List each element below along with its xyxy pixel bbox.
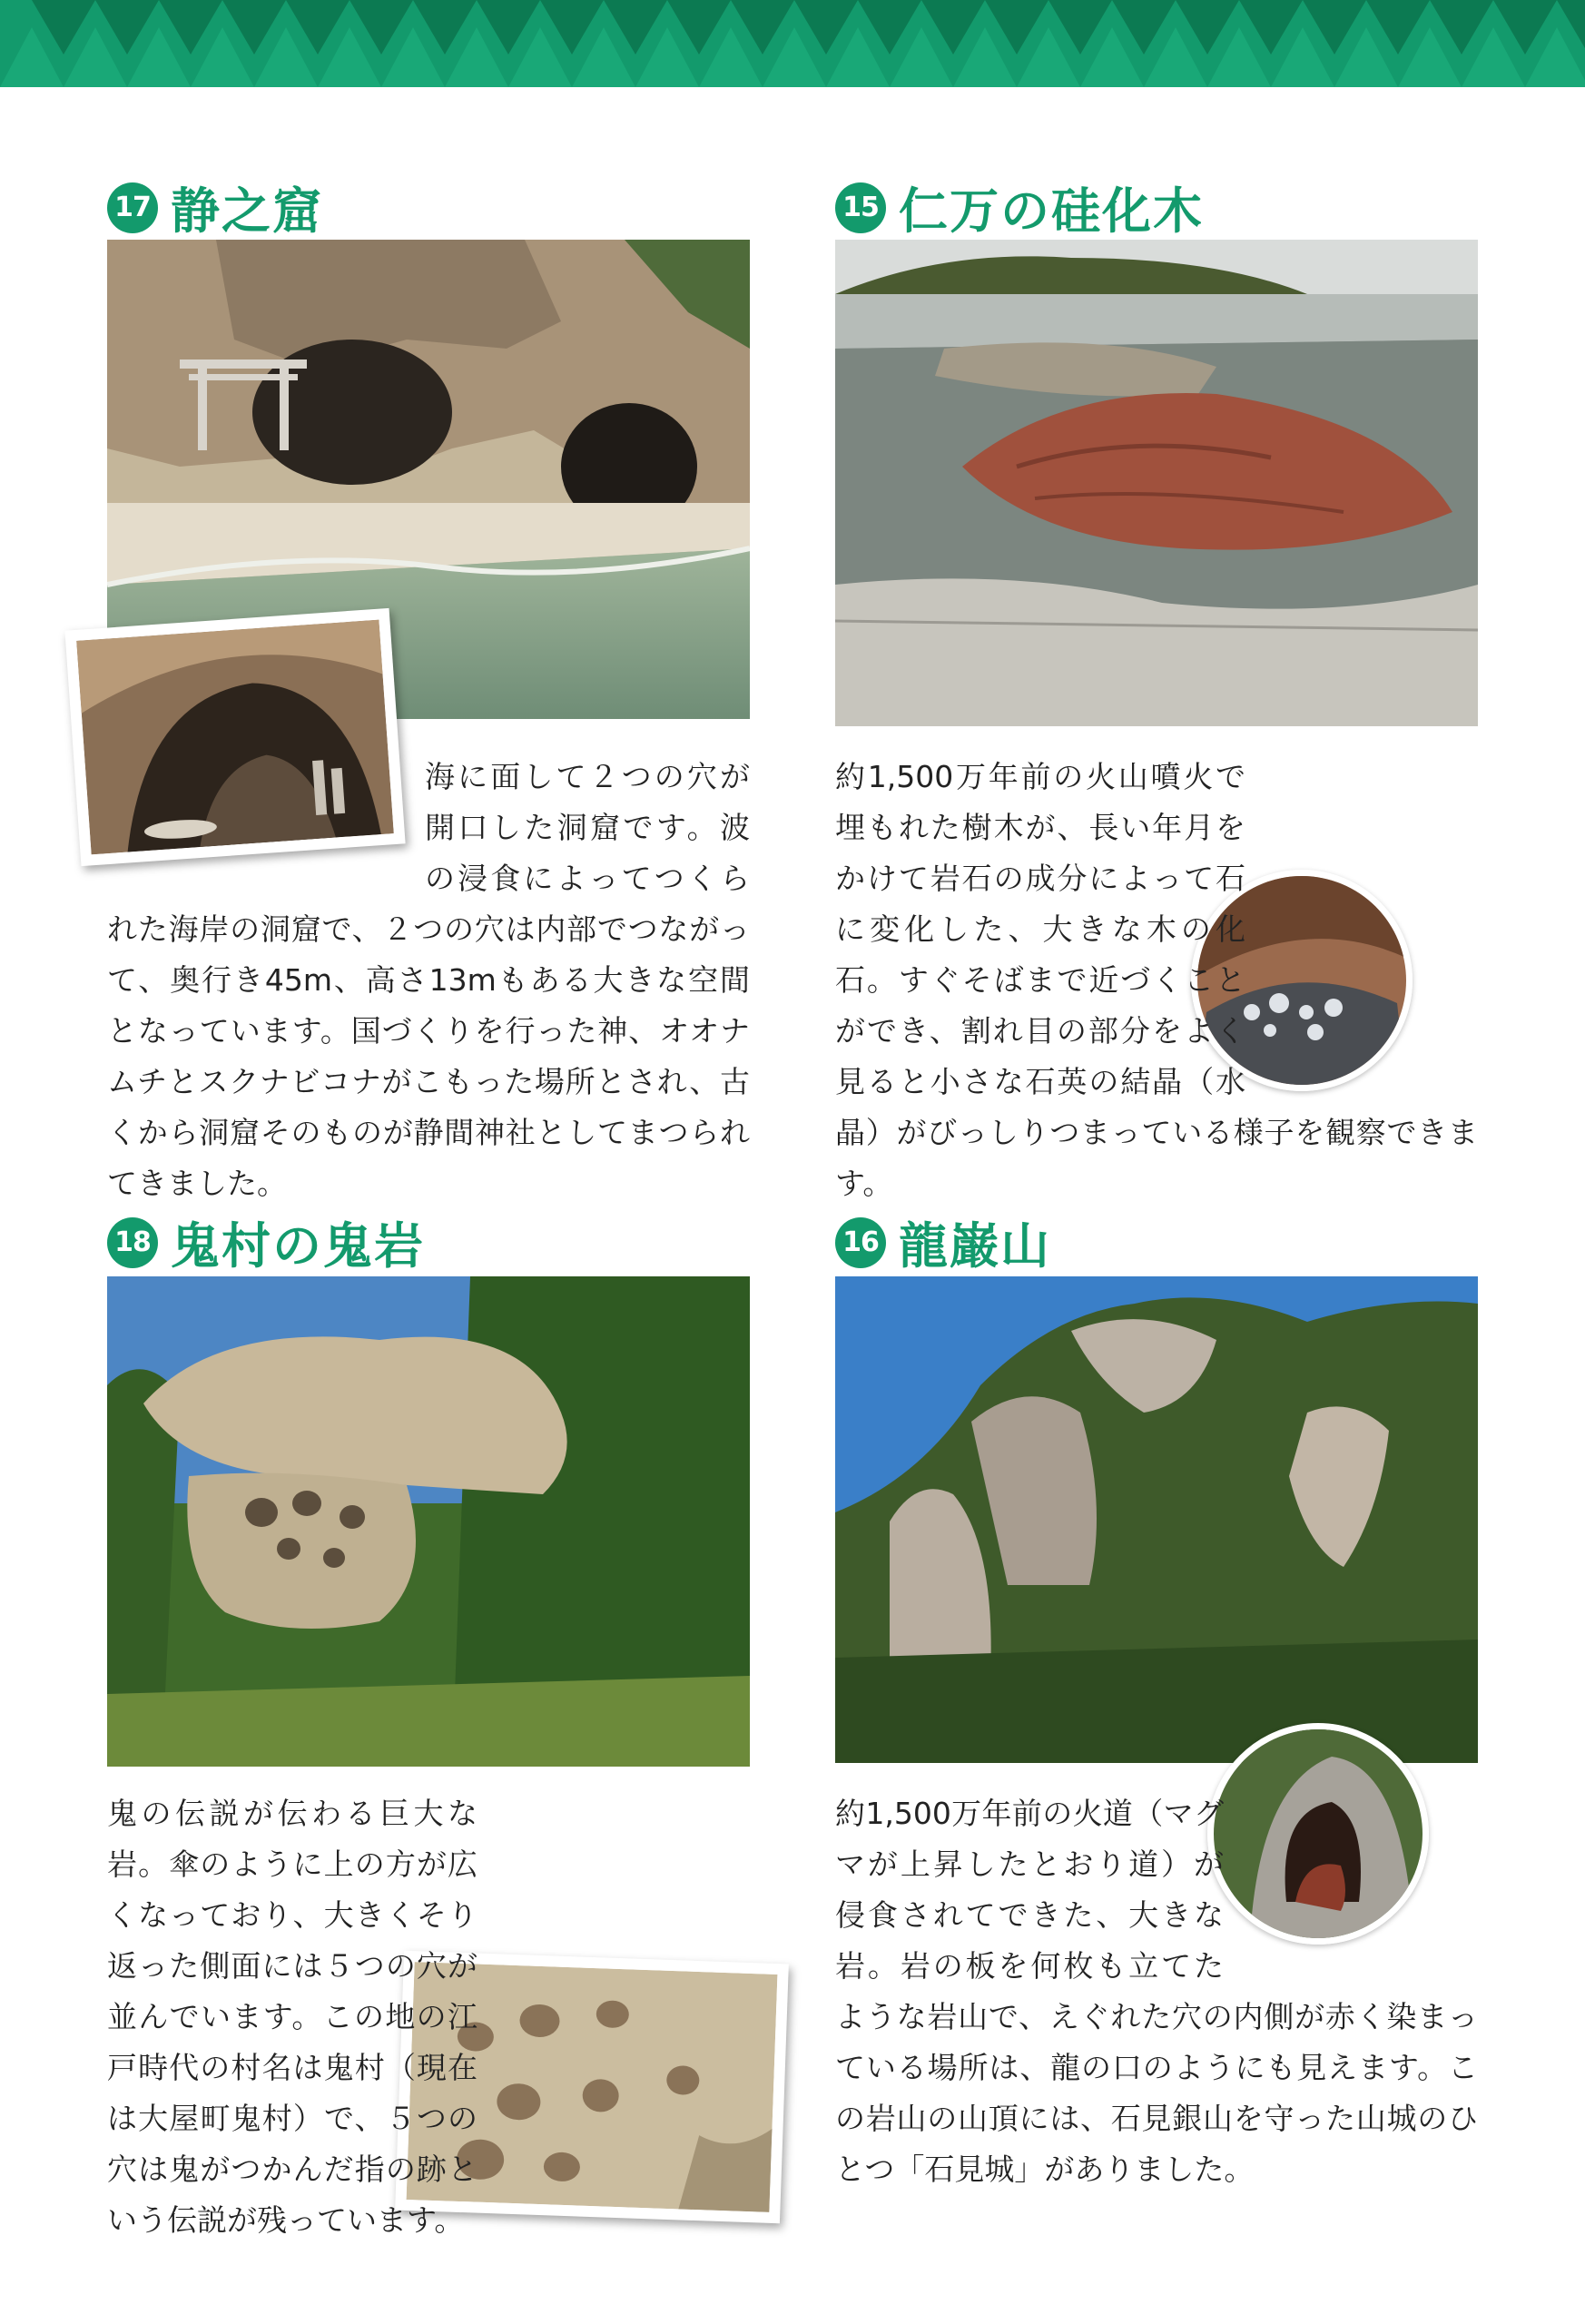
section-15-body (835, 752, 1478, 1201)
section-title: 仁万の硅化木 (899, 182, 1204, 240)
section-title: 龍巌山 (899, 1217, 1051, 1275)
section-number-badge: 15 (835, 182, 886, 233)
section-18-description: 鬼の伝説が伝わる巨大な岩。傘のように上の方が広くなっており、大きくそり返った側面には５つの穴が並んでいます。この地の江戸時代の村名は鬼村（現在は大屋町鬼村）で、５つの穴は鬼がつかんだ指の跡という伝説が残っています。 (107, 1796, 477, 2238)
section-16-header (835, 1207, 1051, 1277)
section-number-badge: 18 (107, 1217, 158, 1268)
section-title: 鬼村の鬼岩 (171, 1217, 425, 1275)
section-17-description: 海に面して２つの穴が開口した洞窟です。波の浸食によってつくられた海岸の洞窟で、２つの穴は内部でつながって、奥行き45m、高さ13mもある大きな空間となっています。国づくりを行った神、オオナムチとスクナビコナがこもった場所とされ、古くから洞窟そのものが静間神社としてまつられてきました。 (107, 759, 750, 1201)
section-16-body (835, 1788, 1478, 2187)
section-number-badge: 17 (107, 182, 158, 233)
section-17-header (107, 172, 323, 242)
section-number-badge: 16 (835, 1217, 886, 1268)
petrified-wood-photo (835, 240, 1478, 726)
section-15-header (835, 172, 1204, 242)
section-18-header (107, 1207, 425, 1277)
section-17-body (107, 752, 750, 1201)
ryugan-mountain-photo (835, 1276, 1478, 1763)
section-15-description: 約1,500万年前の火山噴火で埋もれた樹木が、長い年月をかけて岩石の成分によって石に変化した、大きな木の化石。すぐそばまで近づくことができ、割れ目の部分をよく見ると小さな石英の結晶（水晶）がびっしりつまっている様子を観察できます。 (835, 759, 1478, 1201)
top-banner (0, 0, 1585, 87)
oni-rock-photo (107, 1276, 750, 1767)
section-title: 静之窟 (171, 182, 323, 240)
section-16-description: 約1,500万年前の火道（マグマが上昇したとおり道）が侵食されてできた、大きな岩。岩の板を何枚も立てたような岩山で、えぐれた穴の内側が赤く染まっている場所は、龍の口のようにも見えます。この岩山の山頂には、石見銀山を守った山城のひとつ「石見城」がありました。 (835, 1796, 1478, 2187)
section-18-body (107, 1788, 750, 2238)
